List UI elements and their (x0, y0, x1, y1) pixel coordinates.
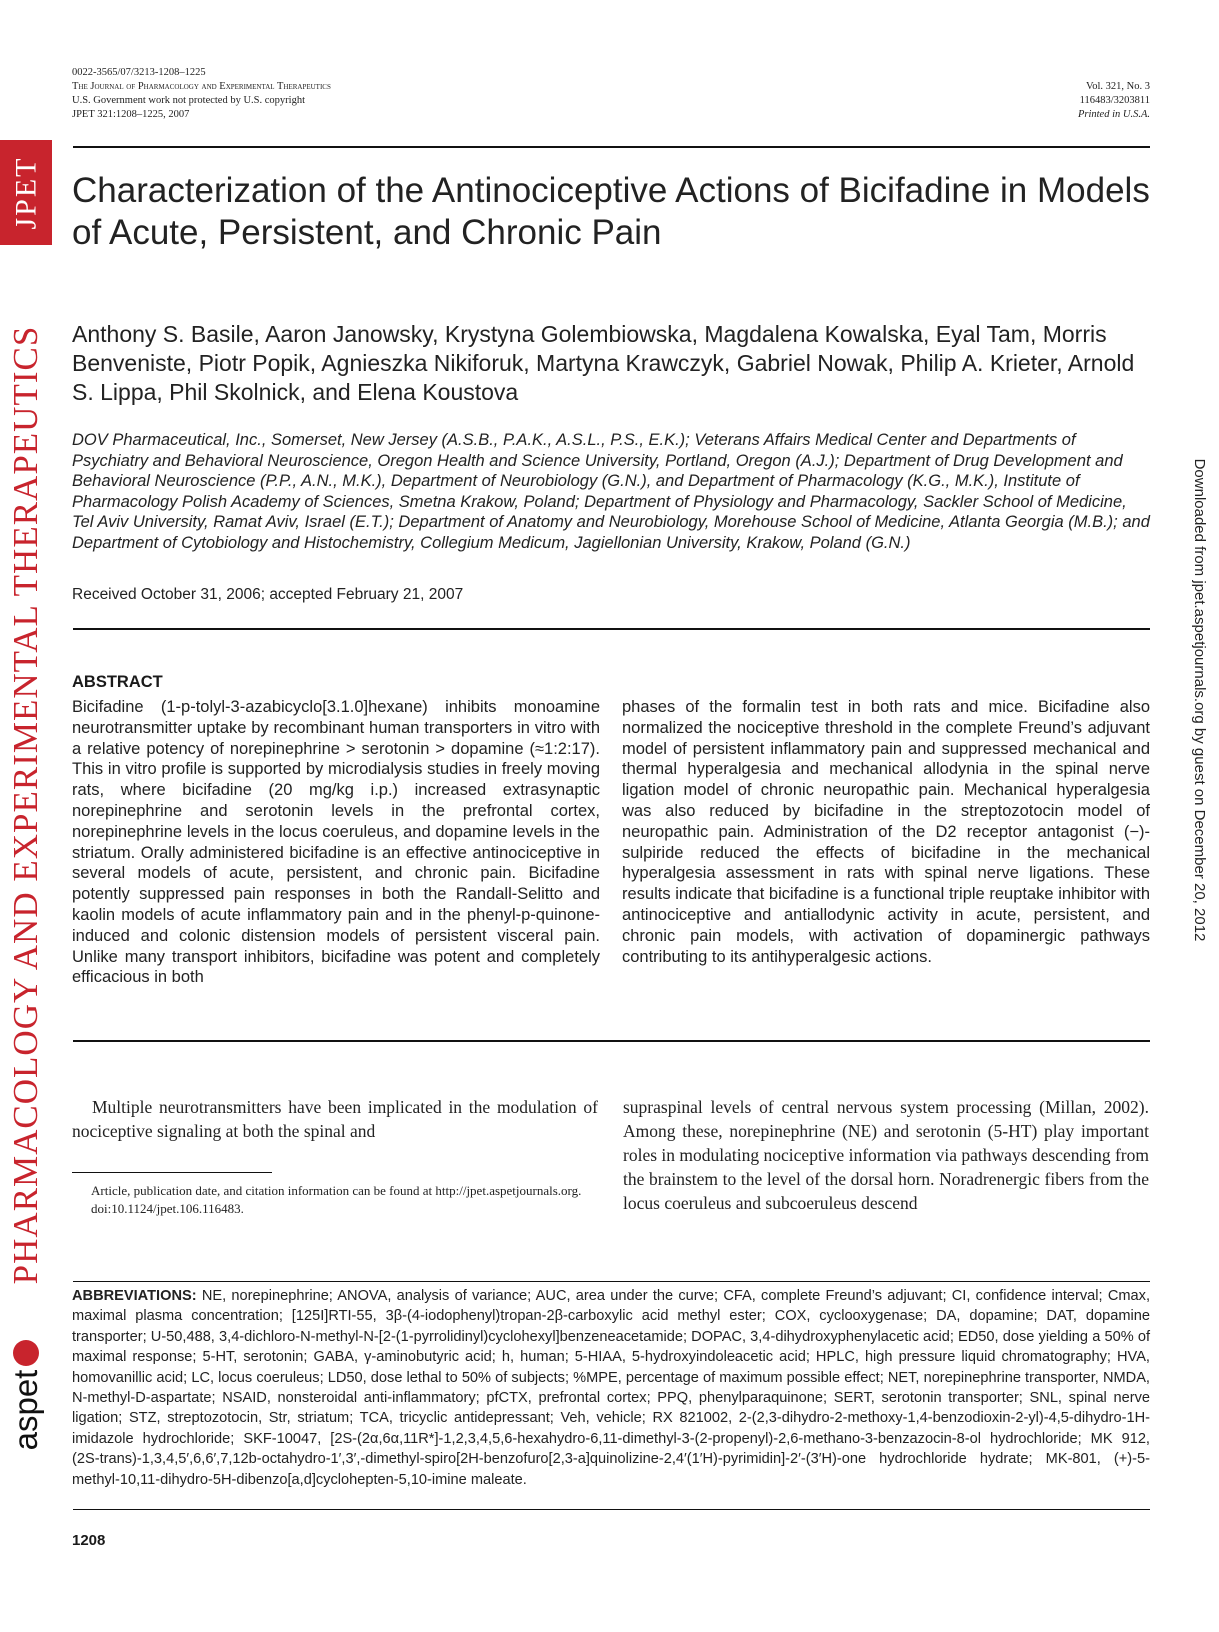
body-column-left (72, 1095, 598, 1143)
page-number: 1208 (72, 1532, 106, 1549)
header-line: 0022-3565/07/3213-1208–1225 (72, 67, 206, 78)
abstract-heading: ABSTRACT (72, 673, 163, 691)
aspet-logo-icon (13, 1340, 39, 1366)
aspet-logo (6, 1320, 46, 1470)
header-line: 116483/3203811 (1079, 95, 1150, 106)
abstract-column-left: Bicifadine (1-p-tolyl-3-azabicyclo[3.1.0]hexane) inhibits monoamine neurotransmitter uptake by recombinant human transporters in vitro with a relative potency of norepinephrine > serotonin > dopamine (≈1:2:17). This in vitro profile is supported by microdialysis studies in freely moving rats, where bicifadine (20 mg/kg i.p.) increased extrasynaptic norepinephrine and serotonin levels in the prefrontal cortex, norepinephrine levels in the locus coeruleus, and dopamine levels in the striatum. Orally administered bicifadine is an effective antinociceptive in several models of acute, persistent, and chronic pain. Bicifadine potently suppressed pain responses in both the Randall-Selitto and kaolin models of acute inflammatory pain and in the phenyl-p-quinone-induced and colonic distension models of persistent visceral pain. Unlike many transport inhibitors, bicifadine was potent and completely efficacious in both (72, 698, 600, 987)
header-line: U.S. Government work not protected by U.S. copyright (72, 95, 306, 106)
abbrev-bottom-rule (73, 1509, 1150, 1510)
header-line: JPET 321:1208–1225, 2007 (72, 109, 190, 120)
abbreviations (72, 1286, 1150, 1490)
abbreviations-text: NE, norepinephrine; ANOVA, analysis of variance; AUC, area under the curve; CFA, complete Freund’s adjuvant; CI, confidence interval; Cmax, maximal plasma concentration; [125I]RTI-55, 3β-(4-iodophenyl)tropan-2β-carboxylic acid methyl ester; COX, cyclooxygenase; DA, dopamine; DAT, dopamine transporter; U-50,488, 3,4-dichloro-N-methyl-N-[2-(1-pyrrolidinyl)cyclohexyl]benzeneacetamide; DOPAC, 3,4-dihydroxyphenylacetic acid; ED50, dose yielding a 50% of maximal response; 5-HT, serotonin; GABA, γ-aminobutyric acid; h, human; 5-HIAA, 5-hydroxyindoleacetic acid; HPLC, high pressure liquid chromatography; HVA, homovanillic acid; LC, locus coeruleus; LD50, dose lethal to 50% of subjects; %MPE, percentage of maximum possible effect; NET, norepinephrine transporter, NMDA, N-methyl-D-aspartate; NSAID, nonsteroidal anti-inflammatory; pfCTX, prefrontal cortex; PPQ, phenylparaquinone; SERT, serotonin transporter; SNL, spinal nerve ligation; STZ, streptozotocin, Str, striatum; TCA, tricyclic antidepressant; Veh, vehicle; RX 821002, 2-(2,3-dihydro-2-methoxy-1,4-benzodioxin-2-yl)-4,5-dihydro-1H-imidazole hydrochloride; SKF-10047, [2S-(2α,6α,11R*]-1,2,3,4,5,6-hexahydro-6,11-dimethyl-3-(2-propenyl)-2,6-methano-3-benzazocin-8-ol hydrochloride; MK 912, (2S-trans)-1,3,4,5′,6,6′,7,12b-octahydro-1′,3′,-dimethyl-spiro[2H-benzofuro[2,3-a]quinolizine-2,4′(1′H)-pyrimidin]-2′-(3′H)-one hydrochloride hydrate; MK-801, (+)-5-methyl-10,11-dihydro-5H-dibenzo[a,d]cyclohepten-5,10-imine maleate. (72, 1288, 1151, 1488)
footnote (72, 1182, 598, 1218)
abbreviations-label: ABBREVIATIONS: (72, 1288, 197, 1304)
article-title: Characterization of the Antinociceptive Actions of Bicifadine in Models of Acute, Persistent, and Chronic Pain (72, 171, 1150, 252)
received-dates: Received October 31, 2006; accepted February 21, 2007 (72, 586, 464, 603)
header-rule (73, 146, 1150, 148)
jpet-logo-text: JPET (9, 155, 43, 230)
abstract-rule (73, 1040, 1150, 1042)
author-list: Anthony S. Basile, Aaron Janowsky, Krystyna Golembiowska, Magdalena Kowalska, Eyal Tam, Morris Benveniste, Piotr Popik, Agnieszka Nikiforuk, Martyna Krawczyk, Gabriel Nowak, Philip A. Krieter, Arnold S. Lippa, Phil Skolnick, and Elena Koustova (72, 321, 1135, 405)
aspet-logo-text: aspet (7, 1369, 44, 1451)
journal-name-vertical: PHARMACOLOGY AND EXPERIMENTAL THERAPEUTICS (6, 325, 45, 1285)
title-rule (73, 628, 1150, 630)
header-line: Printed in U.S.A. (1077, 109, 1150, 120)
jpet-logo-box (0, 140, 52, 245)
header-line: The Journal of Pharmacology and Experimental Therapeutics (72, 81, 331, 92)
footnote-line: doi:10.1124/jpet.106.116483. (91, 1201, 244, 1216)
header-line: Vol. 321, No. 3 (1086, 81, 1150, 92)
body-paragraph: Multiple neurotransmitters have been implicated in the modulation of nociceptive signaling at both the spinal and (72, 1097, 598, 1141)
journal-header-left (72, 66, 331, 122)
body-column-right: supraspinal levels of central nervous system processing (Millan, 2002). Among these, norepinephrine (NE) and serotonin (5-HT) play important roles in modulating nociceptive information via pathways descending from the brainstem to the level of the dorsal horn. Noradrenergic fibers from the locus coeruleus and subcoeruleus descend (623, 1097, 1149, 1213)
footnote-line: Article, publication date, and citation information can be found at http://jpet.aspetjournals.org. (91, 1183, 582, 1198)
abstract-column-right: phases of the formalin test in both rats and mice. Bicifadine also normalized the nociceptive threshold in the complete Freund’s adjuvant model of persistent inflammatory pain and suppressed mechanical and thermal hyperalgesia and mechanical allodynia in the spinal nerve ligation model of chronic neuropathic pain. Mechanical hyperalgesia was also reduced by bicifadine in the streptozotocin model of neuropathic pain. Administration of the D2 receptor antagonist (−)-sulpiride reduced the effects of bicifadine in the mechanical hyperalgesia assessment in rats with spinal nerve ligations. These results indicate that bicifadine is a functional triple reuptake inhibitor with antinociceptive and antiallodynic activity in acute, persistent, and chronic pain models, with activation of dopaminergic pathways contributing to its antihyperalgesic actions. (622, 698, 1150, 966)
footnote-rule (72, 1172, 272, 1173)
download-note: Downloaded from jpet.aspetjournals.org by guest on December 20, 2012 (1191, 458, 1208, 942)
abbrev-top-rule (73, 1281, 1150, 1282)
affiliations: DOV Pharmaceutical, Inc., Somerset, New Jersey (A.S.B., P.A.K., A.S.L., P.S., E.K.); Veterans Affairs Medical Center and Departments of Psychiatry and Behavioral Neuroscience, Oregon Health and Science University, Portland, Oregon (A.J.); Department of Drug Development and Behavioral Neuroscience (P.P., A.N., M.K.), Department of Neurobiology (G.N.), and Department of Pharmacology (K.G., M.K.), Institute of Pharmacology Polish Academy of Sciences, Smetna Krakow, Poland; Department of Physiology and Pharmacology, Sackler School of Medicine, Tel Aviv University, Ramat Aviv, Israel (E.T.); Department of Anatomy and Neurobiology, Morehouse School of Medicine, Atlanta Georgia (M.B.); and Department of Cytobiology and Histochemistry, Collegium Medicum, Jagiellonian University, Krakow, Poland (G.N.) (72, 431, 1150, 552)
journal-header-right (1078, 80, 1150, 122)
